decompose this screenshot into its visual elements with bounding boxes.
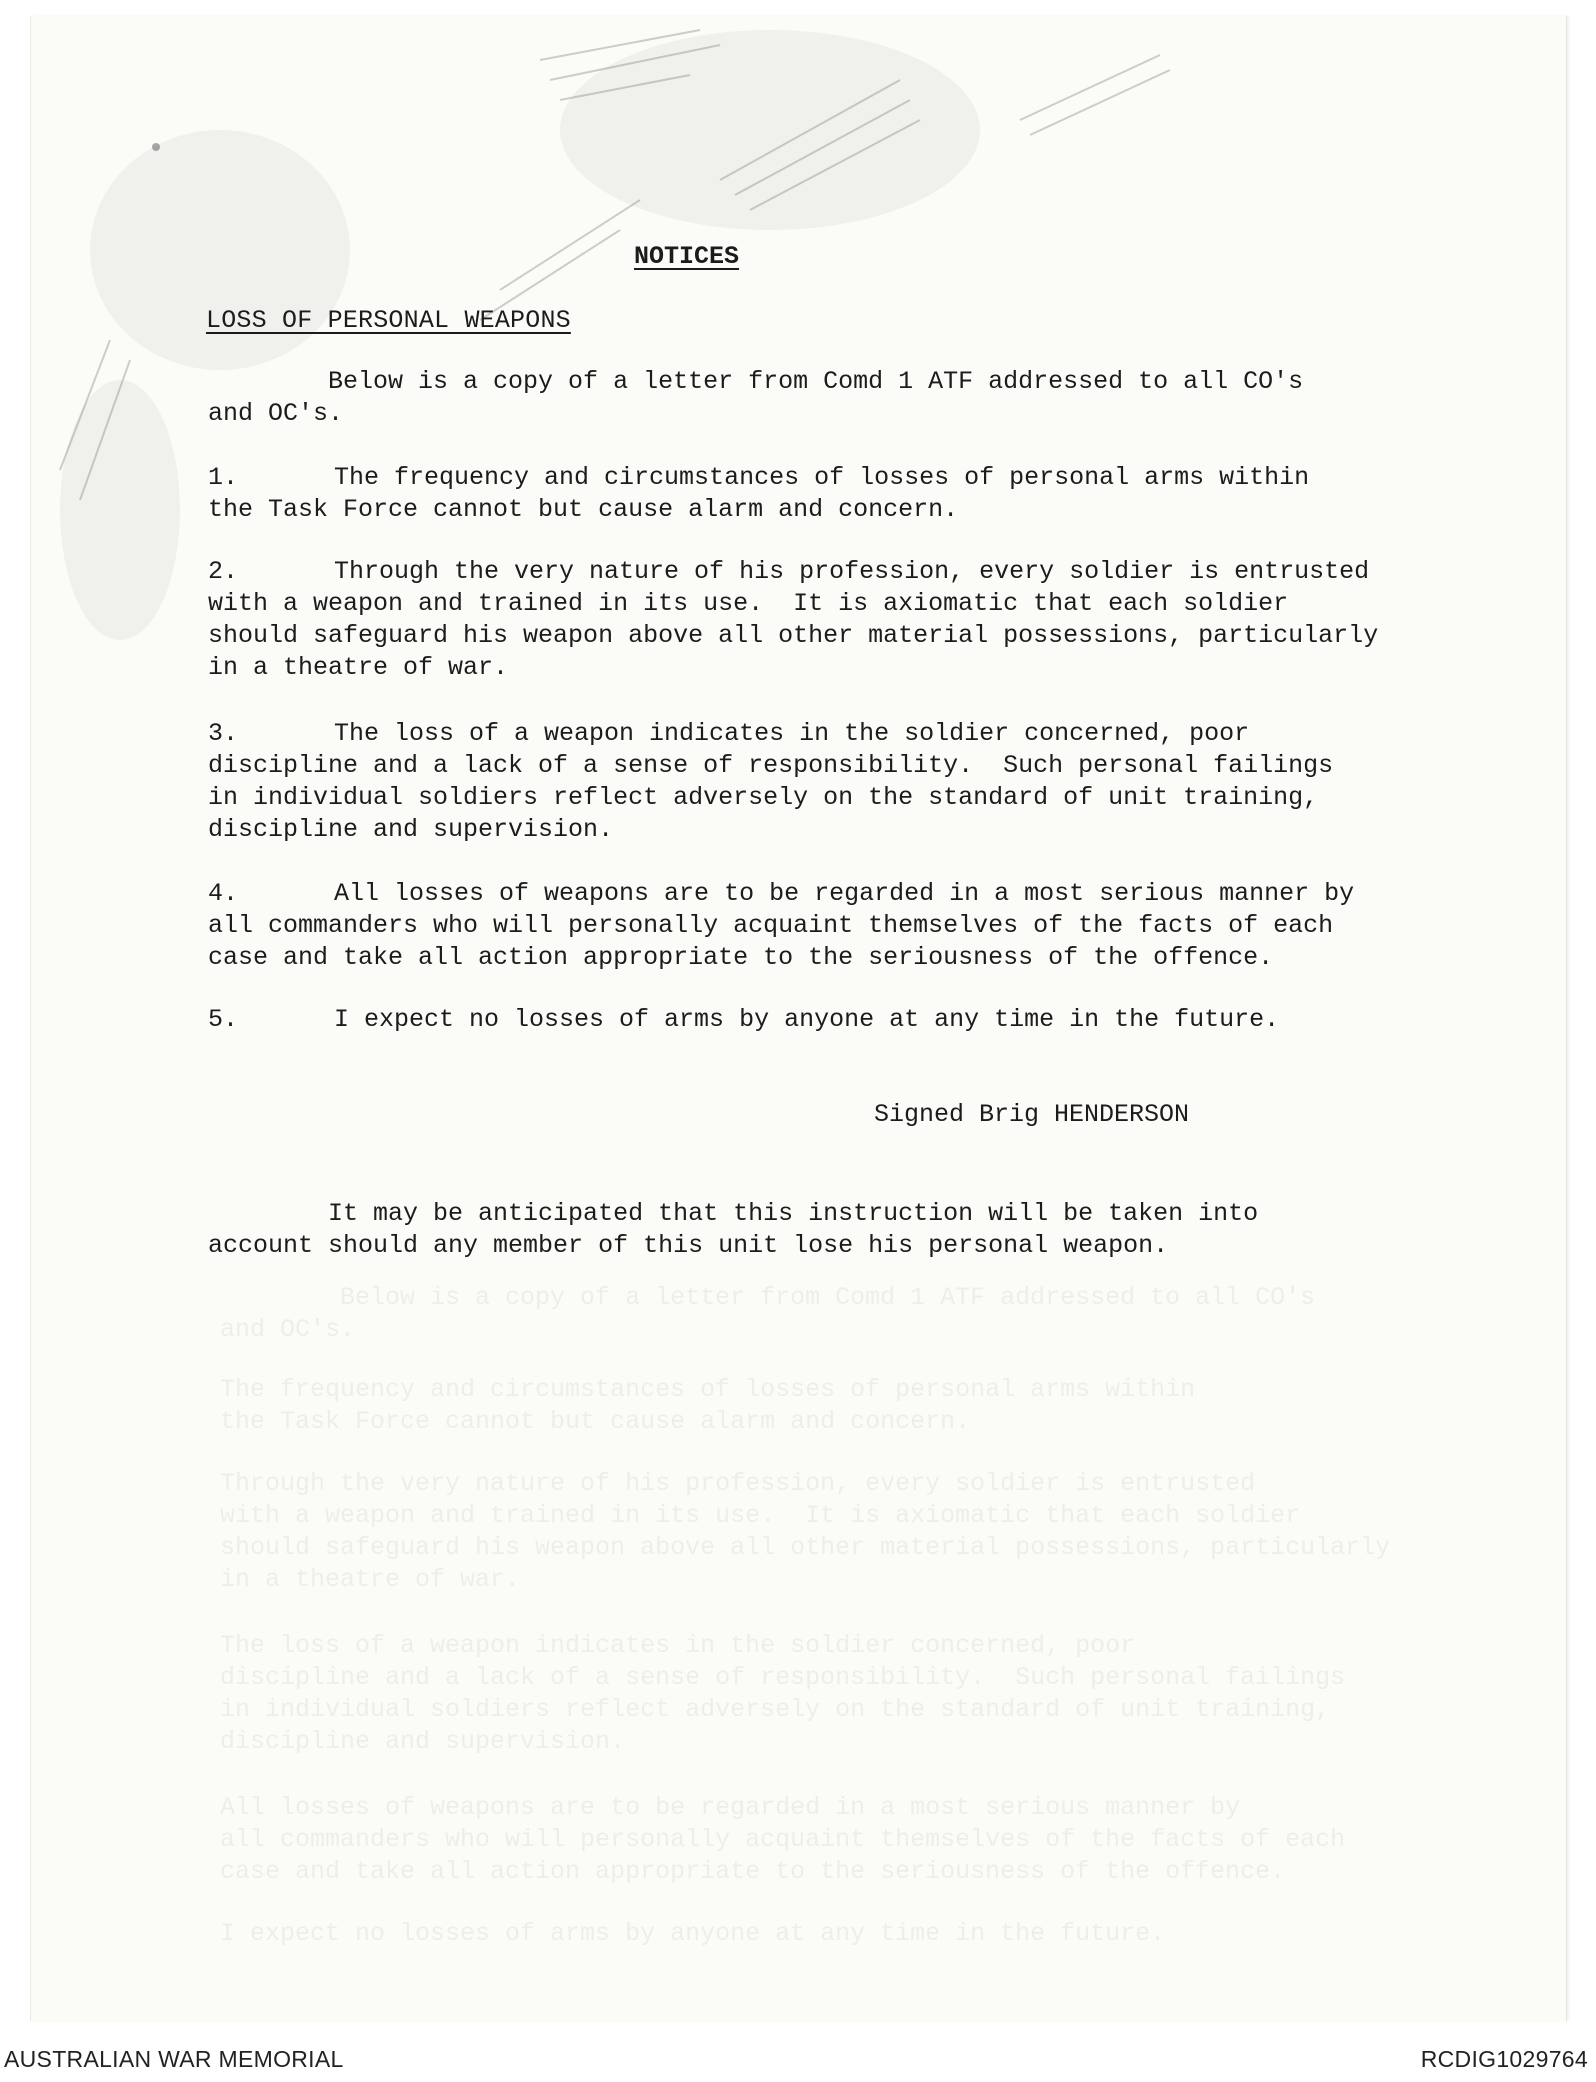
intro-paragraph: Below is a copy of a letter from Comd 1 ATF addressed to all CO's and OC's.	[208, 367, 1304, 428]
paragraph-text: All losses of weapons are to be regarded in a most serious manner by all commanders who will personally acquaint themselves of the facts of each case and take all action appropriate to the seriousness of the offence.	[208, 879, 1355, 972]
section-title: LOSS OF PERSONAL WEAPONS	[206, 306, 571, 335]
bleed-through-text: All losses of weapons are to be regarded in a most serious manner by all commanders who will personally acquaint themselves of the facts of each case and take all action appropriate to the seriousness of the offence.	[220, 1793, 1346, 1886]
paragraph-number: 1.	[208, 463, 239, 492]
numbered-paragraph	[208, 462, 1468, 526]
paragraph-text: I expect no losses of arms by anyone at any time in the future.	[334, 1005, 1280, 1034]
numbered-paragraph	[208, 878, 1468, 974]
bleed-through-text: Below is a copy of a letter from Comd 1 ATF addressed to all CO's and OC's.	[220, 1283, 1316, 1344]
paragraph-text: Through the very nature of his profession, every soldier is entrusted with a weapon and trained in its use. It is axiomatic that each soldier should safeguard his weapon above all other material possessions, particularly in a theatre of war.	[208, 557, 1379, 682]
bleed-through-text: The loss of a weapon indicates in the soldier concerned, poor discipline and a lack of a sense of responsibility. Such personal failings in individual soldiers reflect adversely on the standard of unit training, discipline and supervision.	[220, 1631, 1346, 1756]
bleed-through-text: Through the very nature of his profession, every soldier is entrusted with a weapon and trained in its use. It is axiomatic that each soldier should safeguard his weapon above all other material possessions, particularly in a theatre of war.	[220, 1469, 1391, 1594]
paragraph-number: 2.	[208, 557, 239, 586]
numbered-paragraph	[208, 556, 1468, 684]
paragraph-number: 4.	[208, 879, 239, 908]
paragraph-text: The frequency and circumstances of losses of personal arms within the Task Force cannot but cause alarm and concern.	[208, 463, 1310, 524]
numbered-paragraph	[208, 1004, 1468, 1036]
numbered-paragraph	[208, 718, 1468, 846]
closing-paragraph: It may be anticipated that this instruction will be taken into account should any member of this unit lose his personal weapon.	[208, 1199, 1259, 1260]
footer-archive-name: AUSTRALIAN WAR MEMORIAL	[4, 2046, 344, 2072]
signature: Signed Brig HENDERSON	[874, 1100, 1190, 1129]
paragraph-number: 3.	[208, 719, 239, 748]
footer-record-id: RCDIG1029764	[1420, 2046, 1588, 2072]
paragraph-number: 5.	[208, 1005, 239, 1034]
bleed-through-text: The frequency and circumstances of losses of personal arms within the Task Force cannot but cause alarm and concern.	[220, 1375, 1196, 1436]
bleed-through-text: I expect no losses of arms by anyone at any time in the future.	[220, 1919, 1166, 1948]
page-title: NOTICES	[634, 242, 740, 271]
paragraph-text: The loss of a weapon indicates in the soldier concerned, poor discipline and a lack of a sense of responsibility. Such personal failings in individual soldiers reflect adversely on the standard of unit training, discipline and supervision.	[208, 719, 1334, 844]
